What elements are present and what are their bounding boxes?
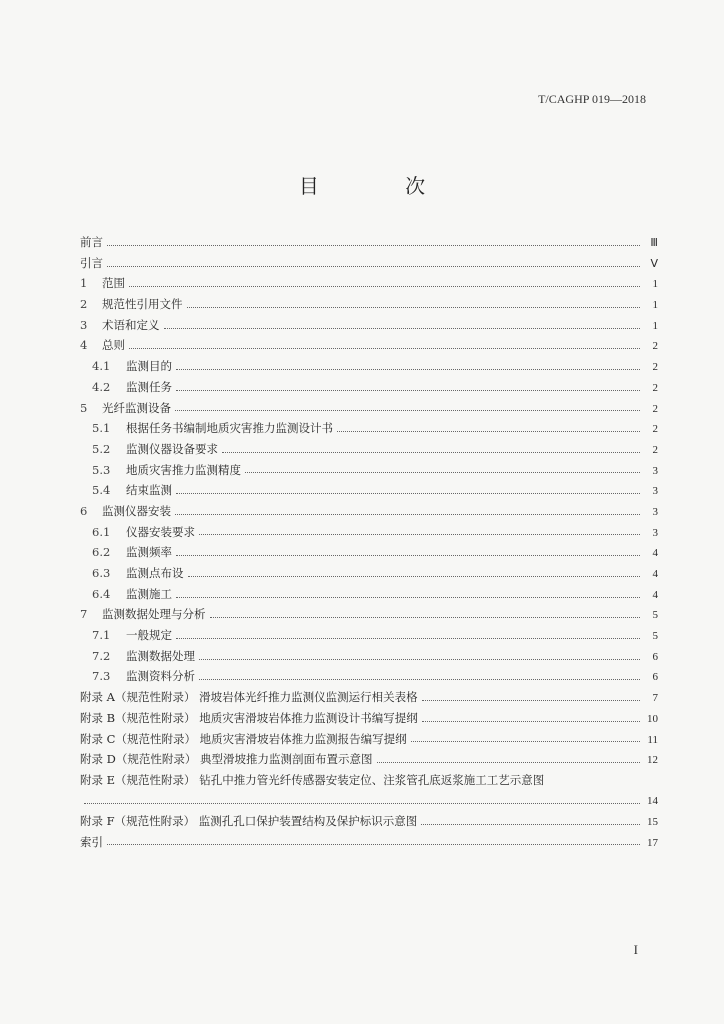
toc-dot-leader <box>175 410 640 411</box>
toc-entry-label: 监测施工 <box>126 586 172 601</box>
toc-entry-page: 5 <box>652 609 658 622</box>
toc-entry[interactable] <box>80 356 658 377</box>
toc-dot-leader <box>199 679 640 680</box>
toc-entry[interactable] <box>80 563 658 584</box>
toc-entry-number: 7.3 <box>92 669 111 684</box>
toc-dot-leader <box>107 245 640 246</box>
toc-entry-label: 监测点布设 <box>126 566 184 580</box>
toc-entry[interactable] <box>80 501 658 522</box>
toc-entry-number: 6.2 <box>92 545 111 560</box>
toc-entry[interactable] <box>80 770 658 811</box>
toc-entry[interactable] <box>80 811 658 832</box>
toc-entry[interactable] <box>80 398 658 419</box>
toc-dot-leader <box>175 514 640 515</box>
toc-entry-number: 2 <box>80 297 88 312</box>
toc-dot-leader <box>188 576 641 577</box>
toc-entry-page: 14 <box>647 794 658 807</box>
toc-entry-label: 附录 D（规范性附录） 典型滑坡推力监测剖面布置示意图 <box>80 752 373 767</box>
toc-entry[interactable] <box>80 460 658 481</box>
toc-entry[interactable] <box>80 542 658 563</box>
toc-entry-page: 6 <box>652 671 658 684</box>
toc-entry-label: 附录 E（规范性附录） 钻孔中推力管光纤传感器安装定位、注浆管孔底返浆施工工艺示意图 <box>80 772 545 787</box>
toc-entry[interactable] <box>80 687 658 708</box>
toc-entry[interactable] <box>80 315 658 336</box>
toc-entry[interactable] <box>80 646 658 667</box>
toc-entry-label: 监测仪器设备要求 <box>126 441 218 456</box>
toc-entry-number: 4.2 <box>92 379 111 394</box>
toc-dot-leader <box>107 844 640 845</box>
toc-dot-leader <box>176 390 640 391</box>
toc-entry-number: 5.2 <box>92 441 111 456</box>
toc-entry-label: 规范性引用文件 <box>102 297 183 312</box>
toc-entry[interactable] <box>80 729 658 750</box>
toc-entry-page: 1 <box>652 319 658 332</box>
toc-entry[interactable] <box>80 232 658 253</box>
toc-entry-label: 索引 <box>80 834 103 849</box>
toc-entry-page: 4 <box>652 588 658 601</box>
toc-entry[interactable] <box>80 335 658 356</box>
toc-entry[interactable] <box>80 418 658 439</box>
toc-entry-page: 2 <box>652 423 658 436</box>
toc-entry-label: 结束监测 <box>126 483 172 498</box>
toc-dot-leader <box>199 659 640 660</box>
toc-entry-label: 附录 A（规范性附录） 滑坡岩体光纤推力监测仪监测运行相关表格 <box>80 690 418 705</box>
toc-entry-number: 3 <box>80 317 88 332</box>
toc-entry-number: 5 <box>80 400 88 415</box>
toc-entry[interactable] <box>80 273 658 294</box>
toc-dot-leader <box>84 803 640 804</box>
toc-entry-page: 7 <box>652 692 658 705</box>
toc-entry-number: 6.1 <box>92 524 111 539</box>
toc-entry-page: 4 <box>652 547 658 560</box>
toc-entry[interactable] <box>80 832 658 853</box>
toc-entry-label: 附录 F（规范性附录） 监测孔孔口保护装置结构及保护标识示意图 <box>80 813 418 828</box>
toc-entry-label: 总则 <box>102 338 125 353</box>
toc-entry-number: 5.4 <box>92 483 111 498</box>
toc-entry-page: 6 <box>652 650 658 663</box>
toc-entry-label: 附录 C（规范性附录） 地质灾害滑坡岩体推力监测报告编写提纲 <box>80 731 407 746</box>
toc-entry-page: 2 <box>652 340 658 353</box>
toc-entry[interactable] <box>80 377 658 398</box>
toc-entry-label: 根据任务书编制地质灾害推力监测设计书 <box>126 421 333 436</box>
toc-entry-label: 术语和定义 <box>102 317 160 332</box>
toc-entry-page: 1 <box>652 278 658 291</box>
toc-dot-leader <box>245 472 640 473</box>
toc-dot-leader <box>199 534 640 535</box>
toc-dot-leader <box>210 617 641 618</box>
toc-dot-leader <box>176 369 640 370</box>
toc-entry-label: 监测任务 <box>126 379 172 394</box>
page-title: 目 次 <box>298 174 466 198</box>
toc-entry-label: 引言 <box>80 255 103 270</box>
toc-dot-leader <box>129 286 640 287</box>
toc-entry-page: 12 <box>647 754 658 767</box>
toc-entry-page: 3 <box>652 464 658 477</box>
toc-entry[interactable] <box>80 522 658 543</box>
toc-entry-label: 一般规定 <box>126 628 172 643</box>
toc-entry-number: 4.1 <box>92 359 111 374</box>
toc-entry-page: 3 <box>652 526 658 539</box>
toc-entry-number: 4 <box>80 338 88 353</box>
toc-dot-leader <box>164 328 641 329</box>
toc-dot-leader <box>129 348 640 349</box>
toc-entry-label: 前言 <box>80 235 103 249</box>
toc-entry-page: 5 <box>652 630 658 643</box>
toc-entry-page: Ⅲ <box>650 237 658 249</box>
toc-entry-number: 7.1 <box>92 628 111 643</box>
toc-entry-label: 监测数据处理 <box>126 648 195 663</box>
toc-entry-label: 监测目的 <box>126 359 172 374</box>
toc-entry-page: 3 <box>652 505 658 518</box>
toc-entry-page: 10 <box>647 712 658 725</box>
toc-entry-label: 光纤监测设备 <box>102 400 171 415</box>
toc-entry-page: 1 <box>652 299 658 312</box>
toc-entry[interactable] <box>80 294 658 315</box>
toc-entry-label: 监测资料分析 <box>126 669 195 684</box>
toc-entry-page: 17 <box>647 836 658 849</box>
toc-entry-page: 2 <box>652 361 658 374</box>
toc-dot-leader <box>176 555 640 556</box>
toc-entry-page: Ⅴ <box>650 257 658 270</box>
toc-entry-number: 5.1 <box>92 421 111 436</box>
toc-dot-leader <box>176 597 640 598</box>
toc-entry[interactable] <box>80 439 658 460</box>
page-number: I <box>633 942 638 957</box>
toc-entry[interactable] <box>80 480 658 501</box>
toc-entry-page: 2 <box>652 402 658 415</box>
toc-entry[interactable] <box>80 666 658 687</box>
toc-dot-leader <box>411 741 640 742</box>
toc-entry-page: 4 <box>652 568 658 580</box>
toc-dot-leader <box>176 638 640 639</box>
toc-entry-number: 7.2 <box>92 648 111 663</box>
toc-entry-number: 5.3 <box>92 462 111 477</box>
toc-entry-label: 监测仪器安装 <box>102 503 171 518</box>
toc-dot-leader <box>187 307 641 308</box>
toc-entry-label: 附录 B（规范性附录） 地质灾害滑坡岩体推力监测设计书编写提纲 <box>80 710 418 725</box>
toc-entry-number: 6.3 <box>92 566 111 580</box>
toc-entry-page: 15 <box>647 815 658 828</box>
toc-entry-label: 监测数据处理与分析 <box>102 607 206 622</box>
toc-entry-page: 3 <box>652 485 658 498</box>
toc-dot-leader <box>421 824 640 825</box>
toc-entry[interactable] <box>80 253 658 274</box>
toc-entry-number: 6.4 <box>92 586 111 601</box>
toc-entry[interactable] <box>80 708 658 729</box>
toc-entry[interactable] <box>80 604 658 625</box>
toc-entry-label: 地质灾害推力监测精度 <box>126 462 241 477</box>
toc-dot-leader <box>422 721 640 722</box>
toc-entry-label: 仪器安装要求 <box>126 524 195 539</box>
toc-entry-label: 范围 <box>102 276 125 291</box>
toc-dot-leader <box>422 700 640 701</box>
toc-entry-page: 2 <box>652 443 658 456</box>
toc-entry-page: 11 <box>647 733 658 746</box>
toc-dot-leader <box>107 266 640 267</box>
toc-entry-number: 1 <box>80 276 88 291</box>
toc-entry[interactable] <box>80 625 658 646</box>
toc-entry-page: 2 <box>652 381 658 394</box>
toc-entry[interactable] <box>80 749 658 770</box>
toc-entry[interactable] <box>80 584 658 605</box>
toc-dot-leader <box>222 452 640 453</box>
toc-dot-leader <box>377 762 640 763</box>
toc-dot-leader <box>176 493 640 494</box>
toc-entry-label: 监测频率 <box>126 545 172 560</box>
standard-code: T/CAGHP 019—2018 <box>538 92 646 106</box>
toc-entry-number: 7 <box>80 607 88 622</box>
toc-dot-leader <box>337 431 640 432</box>
table-of-contents <box>80 232 658 852</box>
toc-entry-number: 6 <box>80 503 88 518</box>
